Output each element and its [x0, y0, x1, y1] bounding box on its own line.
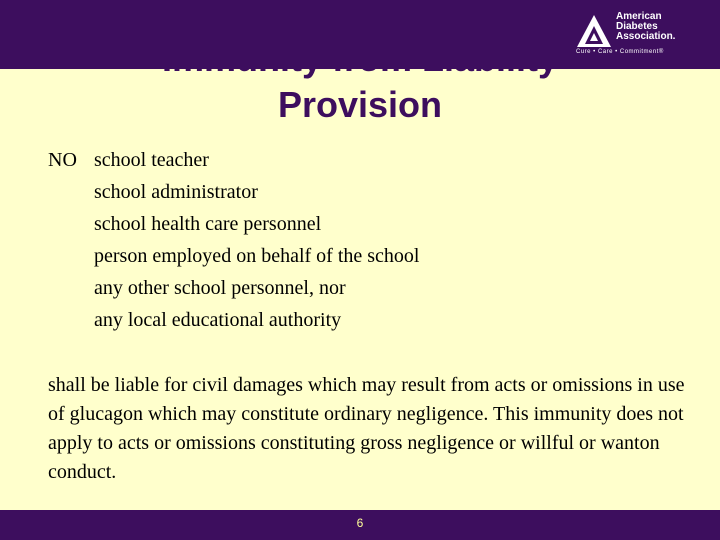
list-item	[48, 144, 688, 176]
no-label: NO	[48, 149, 77, 171]
ada-triangle-icon	[576, 14, 612, 48]
personnel-list	[48, 144, 688, 336]
ada-logo-text	[616, 12, 675, 42]
list-item	[48, 240, 688, 272]
list-item	[48, 208, 688, 240]
liability-paragraph: shall be liable for civil damages which may result from acts or omissions in use of glucagon which may constitute ordinary negligence. This immunity does not apply to acts or omissions constituting gross negligence or willful or wanton conduct.	[48, 374, 685, 483]
list-item-text: school teacher	[94, 149, 209, 171]
list-item-text: school administrator	[94, 181, 258, 203]
list-item-text: any other school personnel, nor	[94, 277, 346, 299]
list-item	[48, 304, 688, 336]
list-item	[48, 176, 688, 208]
slide-title-line2: Provision	[277, 84, 443, 125]
list-item-text: school health care personnel	[94, 213, 322, 235]
ada-logo	[576, 12, 704, 58]
slide-body	[48, 144, 688, 487]
ada-tagline: Cure • Care • Commitment®	[576, 49, 664, 55]
header-bar	[0, 0, 720, 69]
list-item-text: person employed on behalf of the school	[94, 245, 420, 267]
ada-logo-line3: Association.	[616, 31, 676, 42]
list-item	[48, 272, 688, 304]
page-number: 6	[356, 516, 364, 530]
ada-logo-line1: American	[616, 11, 662, 22]
list-item-text: any local educational authority	[94, 309, 342, 331]
ada-logo-line2: Diabetes	[616, 21, 658, 32]
